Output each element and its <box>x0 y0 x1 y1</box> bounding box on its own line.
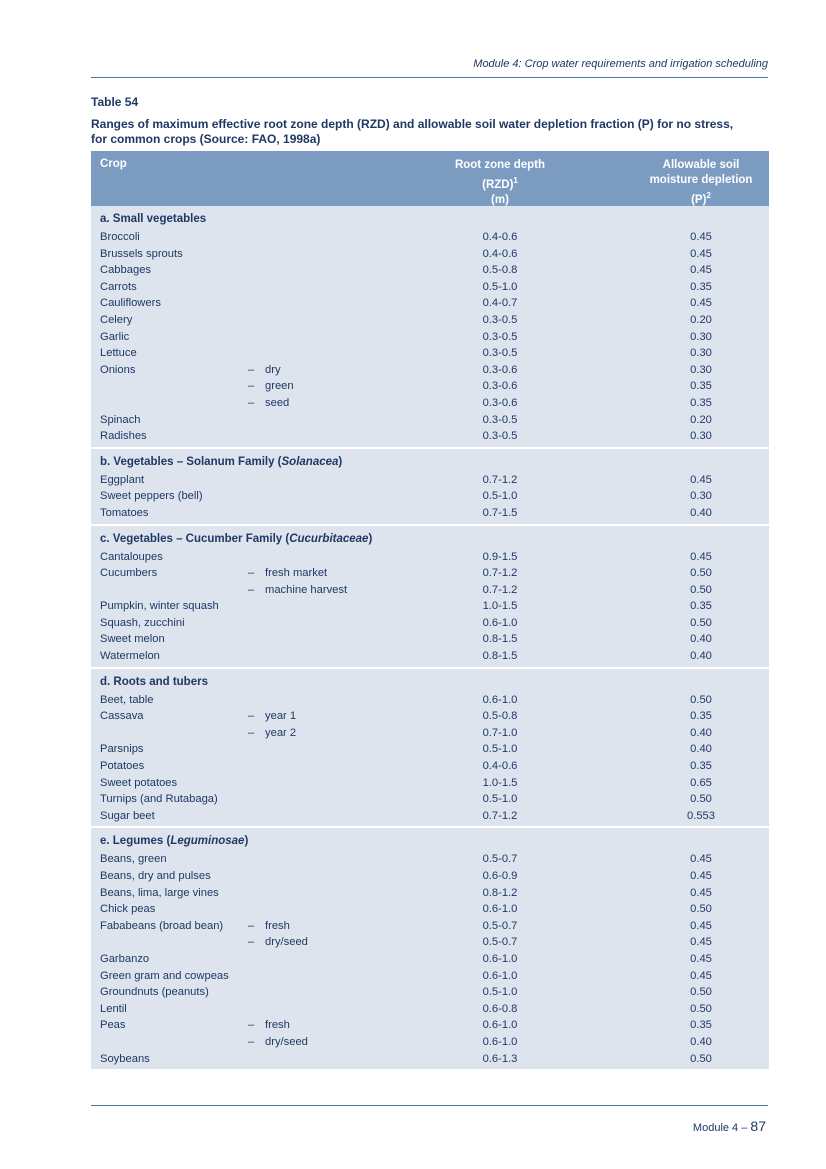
cell-p: 0.45 <box>690 886 712 899</box>
cell-rzd: 0.7-1.2 <box>482 583 518 596</box>
table-row <box>91 345 769 362</box>
cell-rzd: 0.6-0.9 <box>482 870 518 882</box>
table-body <box>91 206 769 1069</box>
cell-rzd: 0.6-1.0 <box>482 693 518 706</box>
cell-variant: – machine harvest <box>248 583 348 596</box>
cell-p: 0.50 <box>690 1052 712 1065</box>
cell-rzd: 0.6-1.0 <box>482 1019 518 1032</box>
cell-crop: Tomatoes <box>100 506 149 519</box>
section-title: e. Legumes (Leguminosae) <box>100 835 249 848</box>
p-header-line3: $(P)^2$ <box>691 191 711 206</box>
table-row <box>91 1034 769 1051</box>
cell-crop: Cucumbers <box>100 567 158 580</box>
table-row <box>91 395 769 412</box>
cell-variant: – dry/seed <box>248 1035 308 1048</box>
table-row <box>91 934 769 951</box>
section-title: b. Vegetables – Solanum Family (Solanacea) <box>100 455 343 468</box>
cell-rzd: 0.6-1.3 <box>482 1052 518 1065</box>
cell-crop: Brussels sprouts <box>100 247 183 260</box>
cell-rzd: 0.5-1.0 <box>482 280 518 293</box>
cell-crop: Onions <box>100 363 136 376</box>
cell-rzd: 0.3-0.5 <box>482 413 518 426</box>
cell-rzd: 0.4-0.7 <box>482 297 518 310</box>
table-row <box>91 758 769 775</box>
table-row <box>91 412 769 429</box>
section-title: c. Vegetables – Cucumber Family (Cucurbitaceae) <box>100 532 373 545</box>
cell-rzd: 0.3-0.6 <box>482 363 518 376</box>
cell-rzd: 0.4-0.6 <box>482 760 518 773</box>
table-row <box>91 229 769 246</box>
table-row <box>91 378 769 395</box>
cell-p: 0.40 <box>690 1035 712 1048</box>
table-section <box>91 524 769 667</box>
section-title: a. Small vegetables <box>100 213 207 225</box>
cell-p: 0.50 <box>690 567 712 580</box>
table-row <box>91 631 769 648</box>
cell-rzd: 0.8-1.2 <box>482 886 518 899</box>
cell-p: 0.45 <box>690 247 712 260</box>
cell-rzd: 0.6-1.0 <box>482 1035 518 1048</box>
cell-rzd: 0.5-0.7 <box>482 853 518 866</box>
cell-p: 0.553 <box>687 809 715 822</box>
table-row <box>91 472 769 489</box>
cell-crop: Fababeans (broad bean) <box>100 919 224 932</box>
cell-p: 0.50 <box>690 583 712 596</box>
table-row <box>91 615 769 632</box>
cell-rzd: 0.7-1.5 <box>482 506 518 519</box>
cell-rzd: 0.5-1.0 <box>482 986 518 999</box>
table-section <box>91 447 769 524</box>
cell-rzd: 0.7-1.2 <box>482 473 518 486</box>
cell-crop: Peas <box>100 1019 126 1032</box>
cell-crop: Garlic <box>100 330 130 343</box>
cell-rzd: 0.8-1.5 <box>482 650 518 663</box>
cell-crop: Garbanzo <box>100 952 150 965</box>
page-number: 87 <box>750 1118 766 1134</box>
cell-rzd: 0.6-1.0 <box>482 616 518 629</box>
cell-rzd: 0.3-0.5 <box>482 430 518 443</box>
table-row <box>91 692 769 709</box>
cell-variant: – dry <box>248 363 281 376</box>
cell-crop: Sugar beet <box>100 809 155 822</box>
table-row <box>91 901 769 918</box>
table-row <box>91 362 769 379</box>
cell-rzd: 0.4-0.6 <box>482 247 518 260</box>
cell-rzd: 0.6-0.8 <box>482 1002 518 1015</box>
table-row <box>91 1017 769 1034</box>
cell-p: 0.30 <box>690 430 712 443</box>
cell-crop: Green gram and cowpeas <box>100 969 229 982</box>
table-section <box>91 206 769 447</box>
cell-rzd: 0.5-1.0 <box>482 793 518 806</box>
cell-crop: Watermelon <box>100 650 160 663</box>
cell-rzd: 1.0-1.5 <box>482 600 518 613</box>
cell-p: 0.45 <box>690 870 712 882</box>
cell-p: 0.45 <box>690 231 712 243</box>
table-header <box>91 151 769 206</box>
table-row <box>91 984 769 1001</box>
column-header-rzd <box>435 158 565 208</box>
cell-rzd: 0.5-0.8 <box>482 264 518 277</box>
table-row <box>91 725 769 742</box>
table-row <box>91 951 769 968</box>
cell-crop: Groundnuts (peanuts) <box>100 986 209 999</box>
cell-p: 0.45 <box>690 297 712 310</box>
cell-p: 0.45 <box>690 952 712 965</box>
table-row <box>91 708 769 725</box>
table-row <box>91 1051 769 1068</box>
cell-variant: – year 1 <box>248 710 297 723</box>
cell-p: 0.45 <box>690 936 712 949</box>
footer-rule <box>91 1105 768 1106</box>
cell-p: 0.40 <box>690 506 712 519</box>
cell-crop: Pumpkin, winter squash <box>100 600 219 613</box>
cell-variant: – fresh market <box>248 567 328 580</box>
table-row <box>91 885 769 902</box>
cell-rzd: 0.6-1.0 <box>482 903 518 916</box>
table-row <box>91 295 769 312</box>
crop-root-zone-table <box>91 151 769 1069</box>
table-row <box>91 808 769 825</box>
cell-crop: Celery <box>100 313 133 326</box>
cell-rzd: 0.3-0.6 <box>482 380 518 393</box>
cell-crop: Soybeans <box>100 1052 150 1065</box>
cell-p: 0.40 <box>690 650 712 663</box>
cell-p: 0.35 <box>690 280 712 293</box>
cell-p: 0.50 <box>690 1002 712 1015</box>
cell-rzd: 0.5-0.7 <box>482 936 518 949</box>
footer-module: Module 4 – <box>692 1122 748 1134</box>
cell-crop: Chick peas <box>100 903 156 916</box>
table-row <box>91 918 769 935</box>
cell-variant: – fresh <box>248 1019 290 1032</box>
cell-crop: Broccoli <box>100 231 140 243</box>
table-row <box>91 549 769 566</box>
cell-p: 0.35 <box>690 380 712 393</box>
cell-crop: Beet, table <box>100 693 154 706</box>
cell-rzd: 0.3-0.6 <box>482 396 518 409</box>
section-title: d. Roots and tubers <box>100 675 208 688</box>
column-header-crop: Crop <box>100 158 127 170</box>
cell-rzd: 0.8-1.5 <box>482 633 518 646</box>
cell-p: 0.30 <box>690 363 712 376</box>
cell-p: 0.50 <box>690 693 712 706</box>
table-row <box>91 868 769 885</box>
cell-crop: Cantaloupes <box>100 550 163 563</box>
cell-p: 0.45 <box>690 853 712 866</box>
rzd-header-line3: (m) <box>491 193 509 206</box>
cell-p: 0.45 <box>690 473 712 486</box>
table-row <box>91 741 769 758</box>
cell-crop: Potatoes <box>100 760 145 773</box>
cell-rzd: 0.5-0.7 <box>482 919 518 932</box>
cell-crop: Beans, lima, large vines <box>100 886 219 899</box>
cell-variant: – year 2 <box>248 726 297 739</box>
p-header-line1: Allowable soil <box>662 159 740 171</box>
cell-crop: Parsnips <box>100 743 144 756</box>
cell-rzd: 0.5-0.8 <box>482 710 518 723</box>
cell-crop: Eggplant <box>100 473 145 486</box>
cell-p: 0.50 <box>690 986 712 999</box>
cell-p: 0.30 <box>690 330 712 343</box>
cell-p: 0.45 <box>690 550 712 563</box>
cell-p: 0.35 <box>690 1019 712 1032</box>
table-row <box>91 505 769 522</box>
cell-rzd: 0.6-1.0 <box>482 969 518 982</box>
table-row <box>91 1001 769 1018</box>
cell-crop: Radishes <box>100 430 147 443</box>
cell-crop: Sweet melon <box>100 633 165 646</box>
cell-crop: Carrots <box>100 280 137 293</box>
cell-crop: Sweet potatoes <box>100 776 178 789</box>
cell-crop: Cassava <box>100 710 144 723</box>
cell-p: 0.30 <box>690 490 712 503</box>
running-header: Module 4: Crop water requirements and irrigation scheduling <box>473 58 768 70</box>
cell-crop: Cauliflowers <box>100 297 161 310</box>
cell-p: 0.45 <box>690 969 712 982</box>
table-row <box>91 312 769 329</box>
cell-rzd: 1.0-1.5 <box>482 776 518 789</box>
cell-crop: Squash, zucchini <box>100 616 185 629</box>
cell-p: 0.50 <box>690 793 712 806</box>
table-caption: Ranges of maximum effective root zone depth (RZD) and allowable soil water depletion fraction (P) for no stress, for common crops (Source: FAO, 1998a) <box>91 117 734 146</box>
cell-rzd: 0.4-0.6 <box>482 231 518 243</box>
cell-variant: – dry/seed <box>248 936 308 949</box>
table-row <box>91 488 769 505</box>
cell-p: 0.50 <box>690 616 712 629</box>
cell-rzd: 0.3-0.5 <box>482 313 518 326</box>
cell-rzd: 0.9-1.5 <box>482 550 518 563</box>
cell-rzd: 0.3-0.5 <box>482 330 518 343</box>
table-row <box>91 565 769 582</box>
cell-p: 0.35 <box>690 760 712 773</box>
cell-p: 0.35 <box>690 396 712 409</box>
cell-rzd: 0.6-1.0 <box>482 952 518 965</box>
table-row <box>91 851 769 868</box>
cell-p: 0.40 <box>690 743 712 756</box>
cell-crop: Sweet peppers (bell) <box>100 490 203 503</box>
cell-p: 0.20 <box>690 313 712 326</box>
cell-variant: – green <box>248 380 294 393</box>
cell-crop: Cabbages <box>100 264 152 277</box>
cell-rzd: 0.3-0.5 <box>482 347 518 360</box>
cell-rzd: 0.7-1.2 <box>482 567 518 580</box>
cell-p: 0.30 <box>690 347 712 360</box>
table-row <box>91 791 769 808</box>
table-label: Table 54 <box>91 95 139 109</box>
table-section <box>91 667 769 827</box>
cell-crop: Lettuce <box>100 347 137 360</box>
rzd-header-line2: (RZD)$^1$ <box>482 176 518 191</box>
cell-rzd: 0.5-1.0 <box>482 743 518 756</box>
cell-p: 0.35 <box>690 600 712 613</box>
cell-p: 0.45 <box>690 264 712 277</box>
cell-p: 0.40 <box>690 633 712 646</box>
table-row <box>91 582 769 599</box>
table-row <box>91 262 769 279</box>
table-row <box>91 648 769 665</box>
cell-rzd: 0.7-1.0 <box>482 726 518 739</box>
table-section <box>91 826 769 1069</box>
cell-p: 0.20 <box>690 413 712 426</box>
table-row <box>91 279 769 296</box>
p-header-line2: moisture depletion <box>649 174 753 186</box>
page-footer <box>693 1118 766 1134</box>
cell-p: 0.50 <box>690 903 712 916</box>
table-row <box>91 598 769 615</box>
rzd-header-line1: Root zone depth <box>454 159 546 171</box>
cell-crop: Lentil <box>100 1002 127 1015</box>
cell-p: 0.35 <box>690 710 712 723</box>
cell-p: 0.45 <box>690 919 712 932</box>
table-row <box>91 428 769 445</box>
table-row <box>91 968 769 985</box>
table-row <box>91 246 769 263</box>
column-header-p <box>631 158 771 208</box>
cell-variant: – fresh <box>248 919 290 932</box>
header-rule <box>91 77 768 78</box>
cell-p: 0.40 <box>690 726 712 739</box>
cell-rzd: 0.7-1.2 <box>482 809 518 822</box>
cell-variant: – seed <box>248 396 290 409</box>
cell-crop: Turnips (and Rutabaga) <box>100 793 218 806</box>
cell-p: 0.65 <box>690 776 712 789</box>
cell-rzd: 0.5-1.0 <box>482 490 518 503</box>
cell-crop: Beans, dry and pulses <box>100 870 211 882</box>
table-row <box>91 329 769 346</box>
cell-crop: Spinach <box>100 413 141 426</box>
cell-crop: Beans, green <box>100 853 167 866</box>
table-row <box>91 775 769 792</box>
